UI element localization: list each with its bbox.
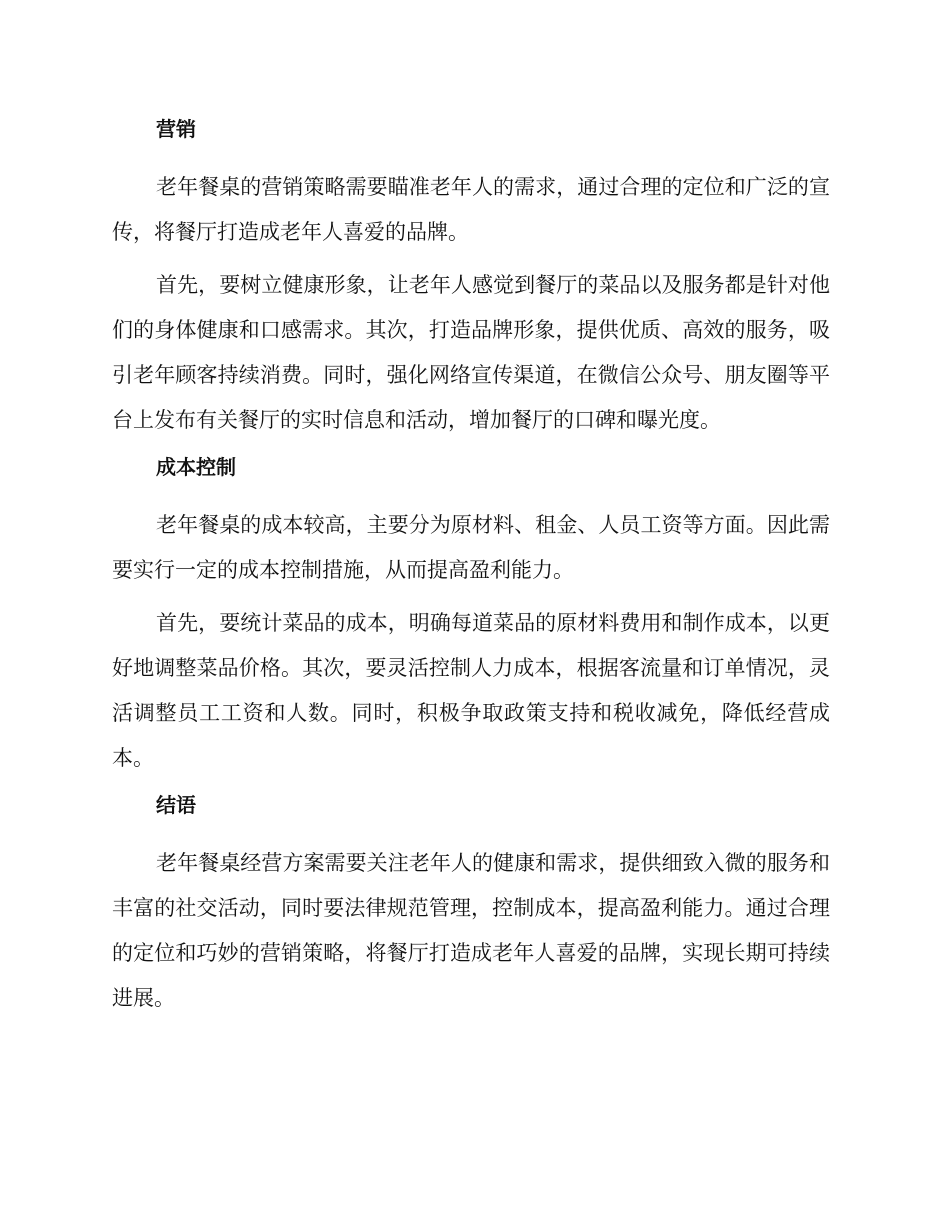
section-heading-conclusion: 结语 xyxy=(156,793,196,817)
section-heading-cost-control: 成本控制 xyxy=(156,455,236,479)
paragraph-cost-control-1: 老年餐桌的成本较高，主要分为原材料、租金、人员工资等方面。因此需要实行一定的成本控制措施，从而提高盈利能力。 xyxy=(112,513,830,582)
paragraph-cost-control-2: 首先，要统计菜品的成本，明确每道菜品的原材料费用和制作成本，以更好地调整菜品价格。其次，要灵活控制人力成本，根据客流量和订单情况，灵活调整员工工资和人数。同时，积极争取政策支持和税收减免，降低经营成本。 xyxy=(112,611,830,770)
paragraph-marketing-2: 首先，要树立健康形象，让老年人感觉到餐厅的菜品以及服务都是针对他们的身体健康和口感需求。其次，打造品牌形象，提供优质、高效的服务，吸引老年顾客持续消费。同时，强化网络宣传渠道，在微信公众号、朋友圈等平台上发布有关餐厅的实时信息和活动，增加餐厅的口碑和曝光度。 xyxy=(112,273,830,432)
document-page xyxy=(112,113,830,1029)
section-heading-marketing: 营销 xyxy=(156,117,196,141)
paragraph-conclusion-1: 老年餐桌经营方案需要关注老年人的健康和需求，提供细致入微的服务和丰富的社交活动，同时要法律规范管理，控制成本，提高盈利能力。通过合理的定位和巧妙的营销策略，将餐厅打造成老年人喜爱的品牌，实现长期可持续进展。 xyxy=(112,851,830,1010)
paragraph-marketing-1: 老年餐桌的营销策略需要瞄准老年人的需求，通过合理的定位和广泛的宣传，将餐厅打造成老年人喜爱的品牌。 xyxy=(112,175,830,244)
